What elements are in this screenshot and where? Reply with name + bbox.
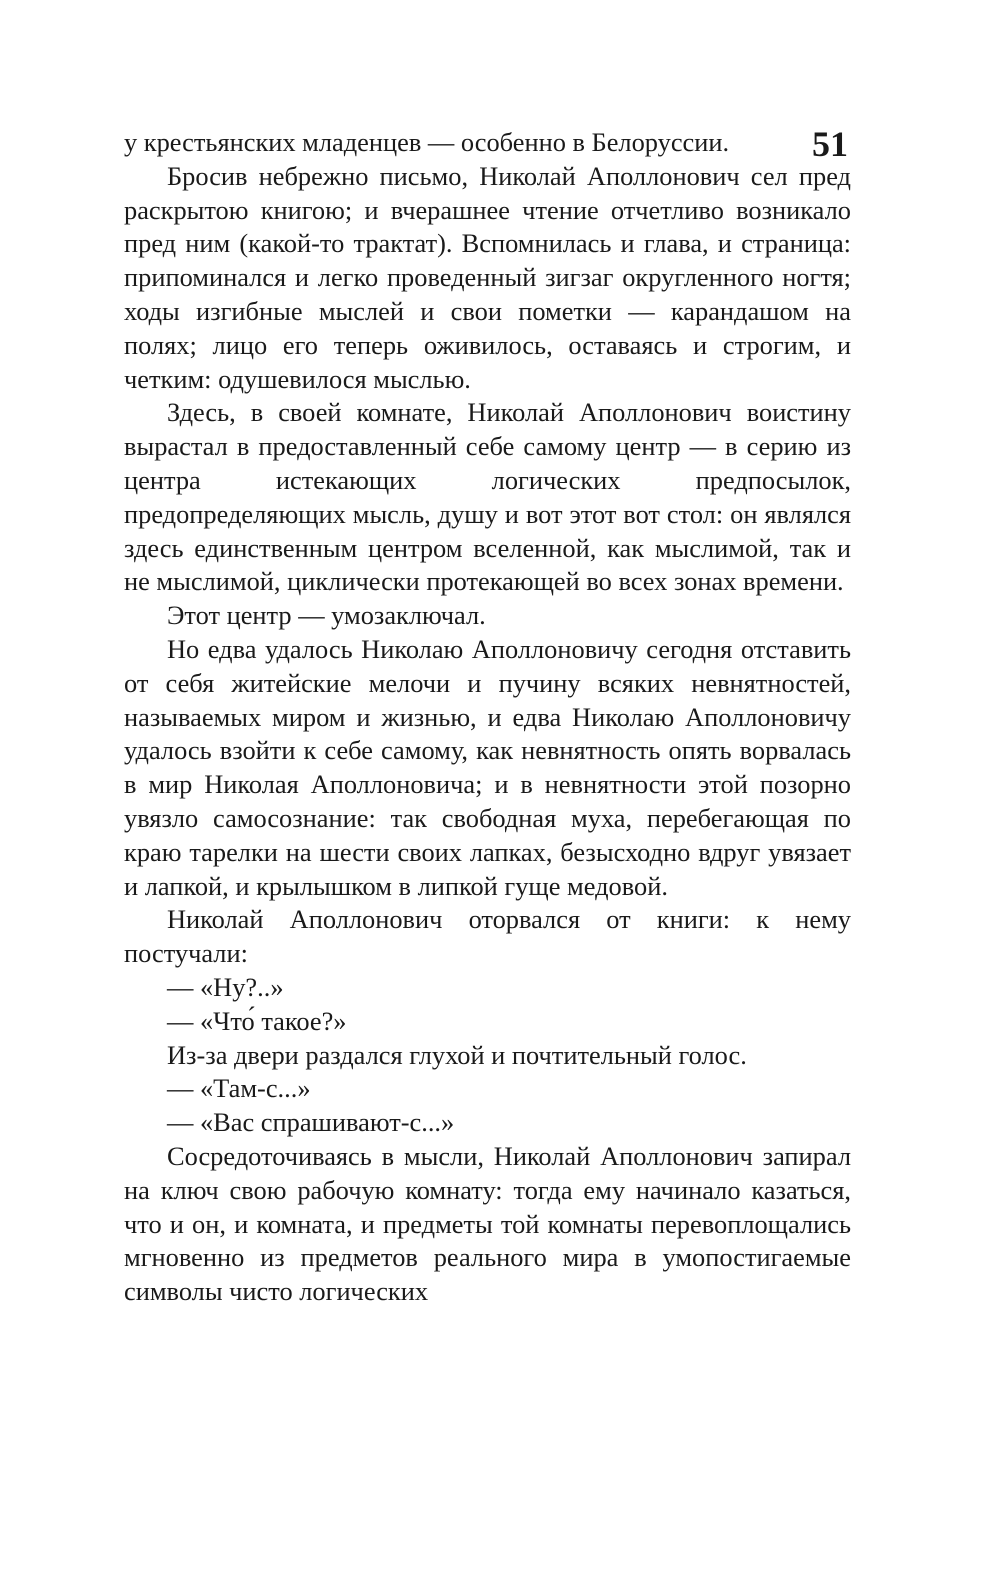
paragraph: Здесь, в своей комнате, Николай Аполлонович воистину вырастал в предоставленный себе самому центр — в серию из центра истекающих логических предпосылок, предопределяющих мысль, душу и вот этот вот стол: он являлся здесь единственным центром вселенной, как мыслимой, так и не мыслимой, циклически протекающей во всех зонах времени. [124, 397, 851, 597]
dialogue-line: — «Там-с...» [167, 1073, 311, 1104]
paragraph: Этот центр — умозаключал. [167, 600, 486, 631]
paragraph: Бросив небрежно письмо, Николай Аполлонович сел пред раскрытою книгою; и вчерашнее чтение отчетливо возникало пред ним (какой-то трактат). Вспомнилась и глава, и страница: припоминался и легко проведенный зигзаг округленного ногтя; ходы изгибные мыслей и свои пометки — карандашом на полях; лицо его теперь оживилось, оставаясь и строгим, и четким: одушевилося мыслью. [124, 160, 851, 394]
paragraph: Николай Аполлонович оторвался от книги: к нему постучали: [124, 904, 851, 969]
paragraph: Из-за двери раздался глухой и почтительный голос. [167, 1039, 747, 1070]
dialogue-line: — «Вас спрашивают-с...» [167, 1107, 455, 1138]
page-number: 51 [812, 124, 848, 164]
dialogue-line: — «Ну?..» [167, 971, 284, 1002]
paragraph-continuation: у крестьянских младенцев — особенно в Белоруссии. [124, 127, 730, 157]
dialogue-line: — «Что́ такое?» [167, 1005, 347, 1036]
paragraph: Сосредоточиваясь в мысли, Николай Аполлонович запирал на ключ свою рабочую комнату: тогда ему начинало казаться, что и он, и комната, и предметы той комнаты перевоплощались мгновенно из предметов реального мира в умопостигаемые символы чисто логических [124, 1140, 851, 1307]
paragraph: Но едва удалось Николаю Аполлоновичу сегодня отставить от себя житейские мелочи и пучину всяких невнятностей, называемых миром и жизнью, и едва Николаю Аполлоновичу удалось взойти к себе самому, как невнятность опять ворвалась в мир Николая Аполлоновича; и в невнятности этой позорно увязло самосознание: так свободная муха, перебегающая по краю тарелки на шести своих лапках, безысходно вдруг увязает и лапкой, и крылышком в липкой гуще медовой. [124, 633, 851, 901]
body-text [124, 126, 851, 1309]
